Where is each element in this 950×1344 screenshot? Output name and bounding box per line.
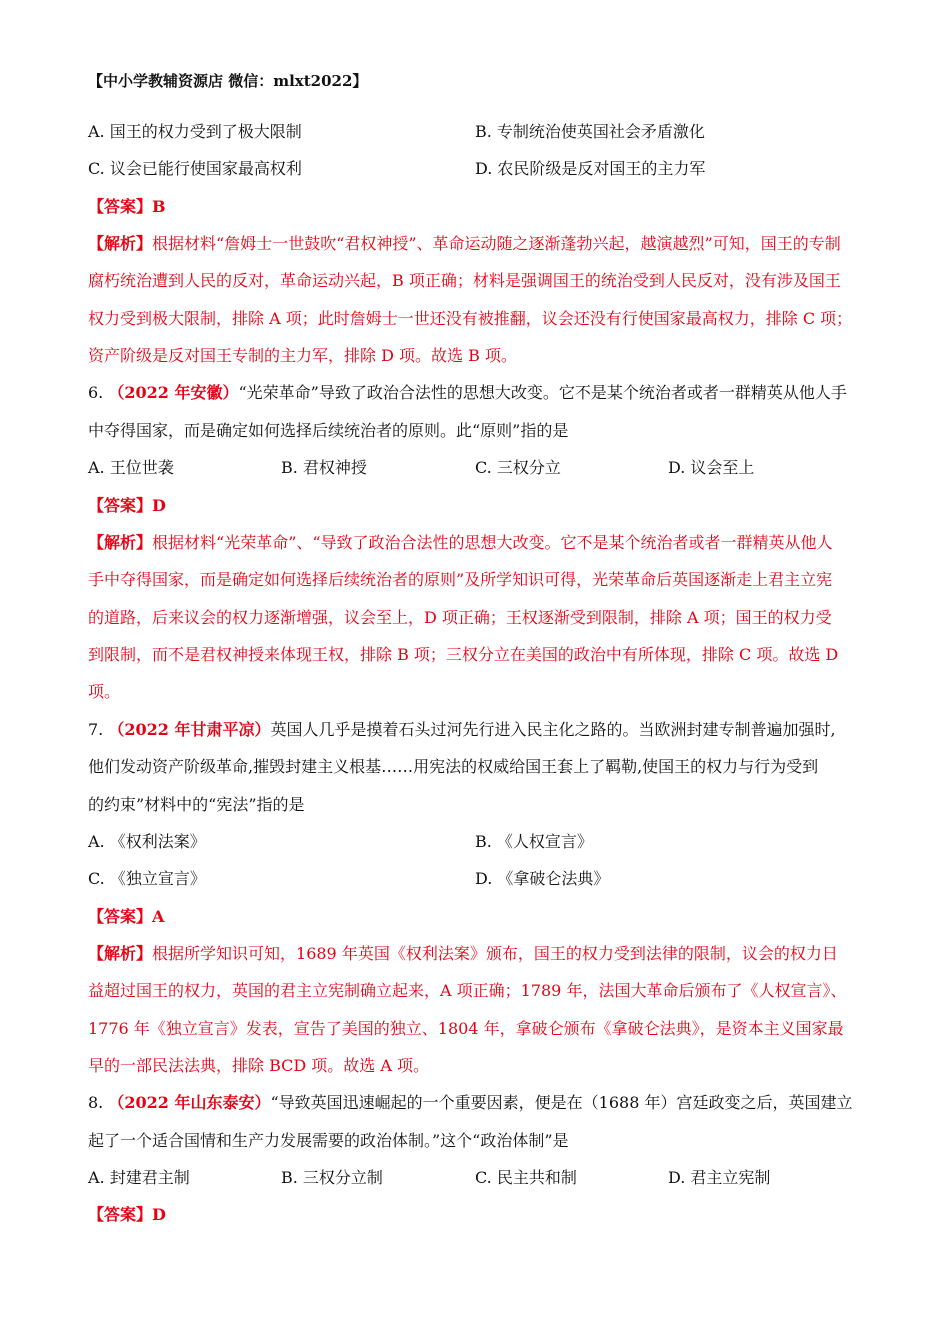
q6-analysis-line: 到限制，而不是君权神授来体现王权，排除 B 项；三权分立在美国的政治中有所体现，排除 C 项。故选 D (88, 645, 839, 664)
question-source: （2022 年甘肃平凉） (108, 720, 271, 739)
q6-answer: 【答案】D (88, 496, 166, 515)
question-number: 6. (88, 383, 104, 402)
q6-option-d: D. 议会至上 (668, 458, 755, 477)
q5-analysis-line: 权力受到极大限制，排除 A 项；此时詹姆士一世还没有被推翻，议会还没有行使国家最高权力，排除 C 项； (88, 309, 853, 328)
q5-analysis-line: 腐朽统治遭到人民的反对，革命运动兴起，B 项正确；材料是强调国王的统治受到人民反对，没有涉及国王 (88, 271, 841, 290)
q6-option-c: C. 三权分立 (475, 458, 561, 477)
q6-analysis-line: 项。 (88, 682, 121, 701)
q7-analysis-line: 早的一部民法法典，排除 BCD 项。故选 A 项。 (88, 1056, 430, 1075)
analysis-text: 根据材料“詹姆士一世鼓吹“君权神授”、革命运动随之逐渐蓬勃兴起，越演越烈”可知，国王的专制 (152, 234, 841, 253)
q7-analysis-line: 1776 年《独立宣言》发表，宣告了美国的独立、1804 年，拿破仑颁布《拿破仑法典》，是资本主义国家最 (88, 1019, 844, 1038)
q8-option-d: D. 君主立宪制 (668, 1168, 771, 1187)
q5-option-a: A. 国王的权力受到了极大限制 (88, 122, 302, 141)
q8-stem-line (88, 1093, 852, 1113)
q7-stem-line (88, 720, 836, 740)
q5-analysis-line (88, 234, 841, 254)
q6-analysis-line: 手中夺得国家，而是确定如何选择后续统治者的原则”及所学知识可得，光荣革命后英国逐渐走上君主立宪 (88, 570, 833, 589)
q8-answer: 【答案】D (88, 1205, 166, 1224)
question-number: 7. (88, 720, 104, 739)
q7-option-c: C. 《独立宣言》 (88, 869, 206, 888)
q6-option-b: B. 君权神授 (281, 458, 367, 477)
q7-analysis-line (88, 944, 838, 964)
q5-answer: 【答案】B (88, 197, 166, 216)
analysis-label: 【解析】 (88, 234, 153, 253)
q6-option-a: A. 王位世袭 (88, 458, 174, 477)
page-header: 【中小学教辅资源店 微信：mlxt2022】 (88, 72, 368, 90)
question-stem: 英国人几乎是摸着石头过河先行进入民主化之路的。当欧洲封建专制普遍加强时, (270, 720, 836, 739)
question-stem: “导致英国迅速崛起的一个重要因素，便是在（1688 年）宫廷政变之后，英国建立 (270, 1093, 853, 1112)
q5-option-c: C. 议会已能行使国家最高权利 (88, 159, 302, 178)
q7-option-d: D. 《拿破仑法典》 (475, 869, 610, 888)
analysis-label: 【解析】 (88, 944, 153, 963)
question-source: （2022 年山东泰安） (108, 1093, 271, 1112)
q6-analysis-line: 的道路，后来议会的权力逐渐增强，议会至上，D 项正确；王权逐渐受到限制，排除 A 项；国王的权力受 (88, 608, 832, 627)
q8-option-b: B. 三权分立制 (281, 1168, 383, 1187)
question-stem: “光荣革命”导致了政治合法性的思想大改变。它不是某个统治者或者一群精英从他人手 (238, 383, 847, 402)
analysis-label: 【解析】 (88, 533, 153, 552)
q7-analysis-line: 益超过国王的权力，英国的君主立宪制确立起来，A 项正确；1789 年，法国大革命后颁布了《人权宣言》、 (88, 981, 847, 1000)
q6-analysis-line (88, 533, 833, 553)
q7-option-a: A. 《权利法案》 (88, 832, 206, 851)
question-number: 8. (88, 1093, 104, 1112)
q7-stem-line: 他们发动资产阶级革命,摧毁封建主义根基……用宪法的权威给国王套上了羁勒,使国王的权力与行为受到 (88, 757, 819, 776)
q6-stem-line (88, 383, 847, 403)
q7-option-b: B. 《人权宣言》 (475, 832, 593, 851)
q5-option-b: B. 专制统治使英国社会矛盾激化 (475, 122, 705, 141)
q8-option-a: A. 封建君主制 (88, 1168, 190, 1187)
q8-stem-line: 起了一个适合国情和生产力发展需要的政治体制。”这个“政治体制”是 (88, 1131, 569, 1150)
q7-stem-line: 的约束”材料中的“宪法”指的是 (88, 795, 305, 814)
analysis-text: 根据所学知识可知，1689 年英国《权利法案》颁布，国王的权力受到法律的限制，议会的权力日 (152, 944, 838, 963)
q8-option-c: C. 民主共和制 (475, 1168, 577, 1187)
q5-analysis-line: 资产阶级是反对国王专制的主力军，排除 D 项。故选 B 项。 (88, 346, 517, 365)
q5-option-d: D. 农民阶级是反对国王的主力军 (475, 159, 706, 178)
q7-answer: 【答案】A (88, 907, 165, 926)
q6-stem-line: 中夺得国家，而是确定如何选择后续统治者的原则。此“原则”指的是 (88, 421, 569, 440)
question-source: （2022 年安徽） (108, 383, 239, 402)
analysis-text: 根据材料“光荣革命”、“导致了政治合法性的思想大改变。它不是某个统治者或者一群精英从他人 (152, 533, 833, 552)
